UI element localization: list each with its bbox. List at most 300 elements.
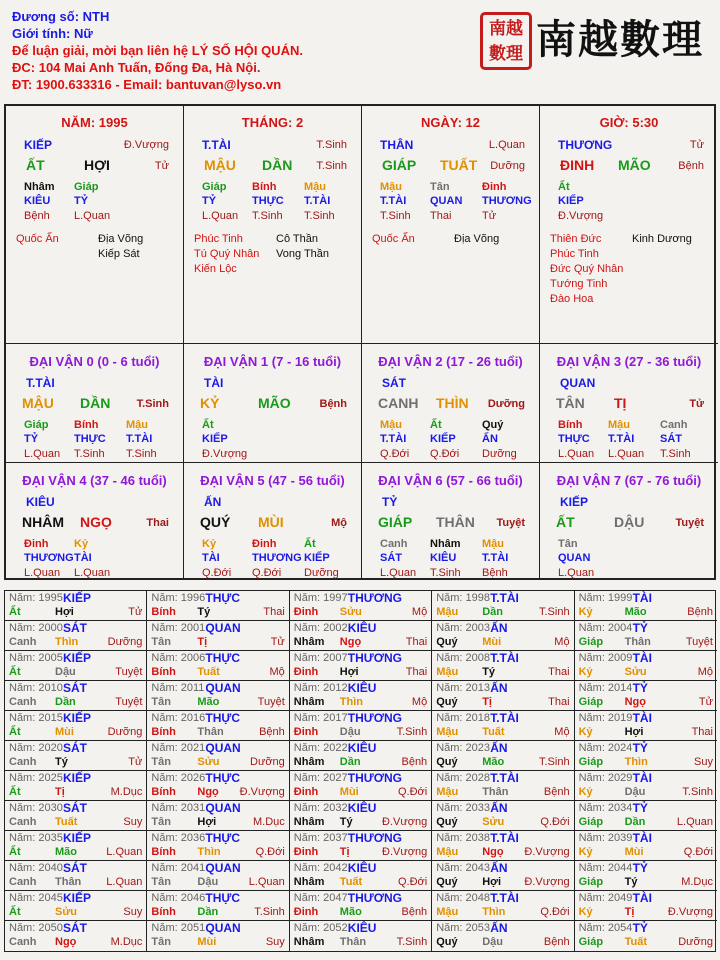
year-state: Đ.Vượng [524,846,570,858]
year-label: Năm: 2045 [9,892,63,904]
hidden-ten-god: THƯƠNG [24,552,74,564]
year-state: Bệnh [259,726,285,738]
year-ten-god: TÀI [632,891,652,905]
year-label: Năm: 2053 [436,922,490,934]
year-ten-god: TỶ [632,741,648,755]
year-branch: Tý [55,756,68,768]
year-state: M.Dục [681,876,713,888]
year-stem: Nhâm [293,756,325,768]
year-ten-god: KIÊU [347,921,377,935]
dai-van-stem: KỶ [200,395,220,411]
year-branch: Dậu [197,876,219,888]
year-stem: Tân [151,936,171,948]
year-state: T.Sinh [682,786,713,798]
dai-van-ten-god: ẤN [204,495,222,509]
year-branch: Mùi [482,636,502,648]
year-branch: Ngọ [197,786,219,798]
pillar-stem-state: Tử [689,139,704,151]
year-cell [432,621,574,651]
branch-state: Bệnh [678,160,704,172]
dai-van-cell [362,463,540,580]
year-branch: Sửu [339,606,362,618]
year-ten-god: ẤN [490,621,508,635]
year-ten-god: THỰC [205,831,241,845]
year-cell [432,771,574,801]
dai-van-ten-god: QUAN [560,376,596,390]
year-label: Năm: 2051 [151,922,206,934]
year-cell [575,591,717,621]
year-ten-god: ẤN [490,921,508,935]
year-ten-god: KIÊU [347,681,377,695]
pillar-stem-state: L.Quan [488,139,525,151]
year-ten-god: SÁT [63,861,87,875]
year-label: Năm: 2000 [9,622,63,634]
hidden-ten-god: THỰC [558,433,590,445]
year-cell [147,651,289,681]
dai-van-branch: THÂN [436,514,475,530]
year-branch: Ngọ [339,636,362,648]
year-label: Năm: 2035 [9,832,63,844]
year-label: Năm: 2047 [293,892,348,904]
year-ten-god: KIÊU [347,861,377,875]
hidden-state: Tử [482,210,497,222]
spirit-star: Địa Võng [454,233,500,245]
year-label: Năm: 2038 [436,832,490,844]
dai-van-ten-god: SÁT [382,376,406,390]
hidden-state: L.Quan [74,210,111,222]
year-state: T.Sinh [539,756,570,768]
pillar-cell [184,106,362,344]
year-stem: Bính [151,606,176,618]
hidden-stem: Nhâm [430,538,461,550]
hidden-state: Q.Đới [380,448,410,460]
dai-van-branch: DẬU [614,514,645,530]
year-ten-god: THỰC [205,771,241,785]
year-label: Năm: 2043 [436,862,490,874]
year-state: Mộ [411,606,428,618]
earthly-branch: MÃO [618,157,651,173]
hidden-ten-god: KIÊU [24,195,51,207]
hidden-stem: Giáp [202,181,227,193]
dai-van-ten-god: KIÊU [26,495,55,509]
year-state: Dưỡng [678,936,713,948]
year-ten-god: KIÊU [347,621,377,635]
spirit-star: Kiếp Sát [98,248,140,260]
year-stem: Ất [9,666,21,678]
year-ten-god: KIÊU [347,741,377,755]
year-ten-god: SÁT [63,741,87,755]
spirit-star: Vong Thần [276,248,330,260]
year-label: Năm: 2037 [293,832,348,844]
year-cell [147,711,289,741]
year-label: Năm: 2030 [9,802,63,814]
hidden-state: Dưỡng [304,567,339,579]
year-cell [5,621,147,651]
year-cell [147,621,289,651]
spirit-star: Tú Quý Nhân [194,248,260,260]
year-stem: Mậu [436,666,459,678]
year-branch: Tị [339,846,350,858]
year-ten-god: SÁT [63,921,87,935]
hidden-stem: Quý [482,419,504,431]
year-ten-god: THƯƠNG [347,771,402,785]
year-branch: Tuất [339,876,363,888]
year-branch: Mão [482,756,505,768]
year-state: Đ.Vượng [667,906,713,918]
year-ten-god: THỰC [205,711,241,725]
year-branch: Ngọ [624,696,646,708]
spirit-star: Kinh Dương [632,233,692,245]
year-cell [5,861,147,891]
year-state: T.Sinh [396,726,428,738]
year-stem: Kỷ [578,786,593,798]
year-branch: Mùi [624,846,644,858]
hidden-stem: Kỷ [74,538,89,550]
year-state: Đ.Vượng [382,846,428,858]
year-branch: Dần [55,696,76,708]
year-stem: Bính [151,846,176,858]
year-state: Thai [405,636,428,648]
year-ten-god: TÀI [632,591,652,605]
hidden-state: Đ.Vượng [558,210,604,222]
year-cell [5,771,147,801]
year-label: Năm: 2008 [436,652,490,664]
year-stem: Quý [436,876,458,888]
year-label: Năm: 2027 [293,772,348,784]
year-stem: Canh [9,816,37,828]
year-ten-god: SÁT [63,801,87,815]
hidden-state: Bệnh [482,567,508,579]
dai-van-branch: NGỌ [80,514,112,530]
hidden-stem: Đinh [252,538,277,550]
year-branch: Thìn [197,846,221,858]
hidden-stem: Giáp [74,181,99,193]
year-cell [575,741,717,771]
year-state: Tuyệt [257,696,285,708]
dai-van-title: ĐẠI VẬN 2 (17 - 26 tuổi) [378,354,523,369]
address-line: ĐC: 104 Mai Anh Tuấn, Đống Đa, Hà Nội. [12,60,261,75]
year-cell [290,921,432,951]
hidden-ten-god: TỶ [74,195,89,207]
year-cell [432,861,574,891]
year-branch: Tý [624,876,638,888]
year-state: Bệnh [401,756,428,768]
year-ten-god: ẤN [490,861,508,875]
year-state: Mộ [697,666,713,678]
dai-van-state: Mộ [331,517,347,529]
pillar-stem-state: Đ.Vượng [123,139,169,151]
year-stem: Đinh [293,606,319,618]
hidden-stem: Đinh [482,181,507,193]
year-label: Năm: 2006 [151,652,206,664]
year-label: Năm: 2020 [9,742,63,754]
year-ten-god: TỶ [632,681,648,695]
year-branch: Tuất [482,726,505,738]
hidden-stem: Tân [558,538,578,550]
year-ten-god: QUAN [205,861,241,875]
chart-header [12,8,303,93]
year-ten-god: QUAN [205,621,241,635]
hidden-ten-god: T.TÀI [304,195,331,207]
pillar-ten-god: THƯƠNG [558,138,613,152]
year-ten-god: THỰC [205,651,241,665]
earthly-branch: DẦN [262,157,293,173]
dai-van-title: ĐẠI VẬN 1 (7 - 16 tuổi) [203,354,342,369]
heavenly-stem: GIÁP [382,157,417,173]
hidden-state: L.Quan [558,567,595,579]
year-cell [575,621,717,651]
hidden-ten-god: TÀI [74,552,92,564]
year-cell [575,861,717,891]
hidden-state: T.Sinh [430,567,461,579]
year-branch: Tị [55,786,65,798]
year-cell [432,801,574,831]
year-label: Năm: 2004 [578,622,633,634]
year-label: Năm: 2026 [151,772,206,784]
year-stem: Kỷ [578,846,593,858]
year-ten-god: THƯƠNG [347,891,402,905]
year-state: L.Quan [248,876,285,888]
year-branch: Dần [197,906,219,918]
year-branch: Dậu [482,936,503,948]
hidden-state: L.Quan [608,448,645,460]
hidden-ten-god: T.TÀI [482,552,509,564]
year-ten-god: KIẾP [63,651,92,665]
year-cell [147,681,289,711]
year-ten-god: THƯƠNG [347,651,402,665]
year-stem: Tân [151,696,171,708]
year-ten-god: ẤN [490,801,508,815]
year-label: Năm: 2033 [436,802,490,814]
year-ten-god: KIẾP [63,591,92,605]
year-stem: Quý [436,816,458,828]
dai-van-stem: GIÁP [378,514,413,530]
year-branch: Dậu [55,666,76,678]
pillar-ten-god: T.TÀI [202,138,231,152]
year-branch: Thìn [339,696,364,708]
hidden-ten-god: KIÊU [430,552,457,564]
year-ten-god: THỰC [205,891,241,905]
hidden-stem: Canh [380,538,408,550]
year-branch: Mão [339,906,362,918]
year-branch: Thìn [624,756,648,768]
year-ten-god: SÁT [63,681,87,695]
year-stem: Bính [151,786,176,798]
dai-van-state: Tuyệt [675,517,704,529]
year-state: Bệnh [543,786,570,798]
year-label: Năm: 2054 [578,922,633,934]
year-stem: Giáp [578,876,604,888]
year-cell [147,891,289,921]
year-stem: Tân [151,876,171,888]
year-state: Dưỡng [107,726,143,738]
year-branch: Mùi [197,936,217,948]
year-ten-god: THƯƠNG [347,831,402,845]
year-ten-god: TỶ [632,801,648,815]
year-ten-god: ẤN [490,741,508,755]
year-label: Năm: 2022 [293,742,348,754]
dai-van-title: ĐẠI VẬN 7 (67 - 76 tuổi) [556,473,702,488]
year-state: Thai [691,726,713,738]
hidden-state: T.Sinh [660,448,691,460]
year-stem: Tân [151,756,171,768]
year-branch: Thân [482,786,509,798]
year-label: Năm: 1996 [151,592,206,604]
gender: Giới tính: Nữ [12,26,93,41]
hidden-state: Dưỡng [482,448,517,460]
year-ten-god: KIẾP [63,711,92,725]
year-branch: Tý [339,816,353,828]
year-cell [290,681,432,711]
year-label: Năm: 2012 [293,682,348,694]
year-state: Bệnh [401,906,428,918]
dai-van-title: ĐẠI VẬN 3 (27 - 36 tuổi) [556,354,702,369]
year-stem: Giáp [578,936,604,948]
hidden-stem: Canh [660,419,688,431]
hidden-stem: Nhâm [24,181,55,193]
year-state: Tử [128,756,143,768]
year-state: Đ.Vượng [239,786,285,798]
year-ten-god: QUAN [205,801,241,815]
year-branch: Tị [482,696,492,708]
year-stem: Giáp [578,696,604,708]
heavenly-stem: ẤT [26,157,45,173]
year-label: Năm: 2034 [578,802,633,814]
year-stem: Mậu [436,786,459,798]
year-state: Tuyệt [115,666,143,678]
dai-van-state: Bệnh [319,398,347,410]
hidden-ten-god: T.TÀI [608,433,635,445]
heavenly-stem: MẬU [204,157,236,173]
year-state: Thai [548,696,570,708]
dai-van-branch: TỊ [614,395,627,411]
year-state: Dưỡng [250,756,285,768]
year-label: Năm: 2050 [9,922,63,934]
hidden-stem: Ất [202,419,214,431]
hidden-state: Đ.Vượng [202,448,248,460]
year-cell [432,681,574,711]
year-branch: Thìn [482,906,506,918]
dai-van-cell [6,344,184,463]
red-seal-logo: 南越 數理 [480,12,532,70]
year-cell [575,921,717,951]
year-cell [290,771,432,801]
hidden-state: L.Quan [558,448,595,460]
hidden-ten-god: T.TÀI [126,433,153,445]
year-stem: Nhâm [293,876,325,888]
year-branch: Hợi [339,666,359,678]
year-cell [5,921,147,951]
year-stem: Giáp [578,816,604,828]
spirit-star: Kiến Lộc [194,263,237,275]
year-label: Năm: 2001 [151,622,206,634]
year-stem: Quý [436,936,458,948]
year-cell [432,921,574,951]
dai-van-branch: MÙI [258,514,284,530]
hidden-ten-god: QUAN [558,552,591,564]
year-state: Mộ [269,666,285,678]
year-branch: Dần [482,606,503,618]
year-ten-god: TỶ [632,861,648,875]
year-branch: Hợi [55,606,74,618]
year-cell [5,741,147,771]
hidden-ten-god: TỶ [202,195,217,207]
year-label: Năm: 2015 [9,712,63,724]
year-stem: Kỷ [578,606,593,618]
year-stem: Bính [151,726,176,738]
year-cell [290,591,432,621]
year-stem: Đinh [293,726,319,738]
year-state: Suy [123,906,143,918]
year-cell [575,681,717,711]
year-ten-god: TÀI [632,651,652,665]
year-stem: Ất [9,726,21,738]
year-branch: Tý [482,666,496,678]
dai-van-state: Tuyệt [496,517,525,529]
year-stem: Mậu [436,726,459,738]
branch-state: T.Sinh [316,160,347,172]
hidden-ten-god: THỰC [252,195,284,207]
year-branch: Dần [339,756,361,768]
year-state: Tử [128,606,143,618]
year-stem: Kỷ [578,666,593,678]
year-branch: Thân [197,726,224,738]
pillar-title: THÁNG: 2 [241,115,304,130]
hidden-stem: Mậu [482,538,504,550]
spirit-star: Tướng Tinh [550,278,608,290]
hidden-stem: Giáp [24,419,49,431]
dai-van-branch: DẦN [80,395,111,411]
year-cell [147,921,289,951]
year-label: Năm: 2024 [578,742,633,754]
hidden-stem: Tân [430,181,450,193]
hidden-state: L.Quan [24,448,61,460]
year-ten-god: TỶ [632,921,648,935]
year-branch: Hợi [482,876,502,888]
year-label: Năm: 2044 [578,862,633,874]
hidden-stem: Mậu [380,181,402,193]
hidden-ten-god: KIẾP [202,433,228,445]
year-ten-god: TÀI [632,711,652,725]
dai-van-cell [184,463,362,580]
hidden-state: Q.Đới [430,448,460,460]
year-stem: Nhâm [293,696,325,708]
year-stem: Ất [9,906,21,918]
dai-van-state: Tử [689,398,704,410]
spirit-star: Phúc Tinh [194,233,243,245]
spirit-star: Đức Quý Nhân [550,263,624,275]
year-ten-god: T.TÀI [490,831,519,845]
pillar-ten-god: THÂN [380,138,414,152]
year-state: Tuyệt [685,636,713,648]
year-label: Năm: 2017 [293,712,348,724]
year-stem: Tân [151,636,171,648]
year-branch: Tuất [55,816,78,828]
year-stem: Đinh [293,846,319,858]
yearly-luck-table [4,590,716,952]
dai-van-title: ĐẠI VẬN 5 (47 - 56 tuổi) [200,473,345,488]
dai-van-stem: ẤT [556,514,575,530]
pillar-title: NĂM: 1995 [61,115,128,130]
year-cell [432,591,574,621]
year-ten-god: T.TÀI [490,591,519,605]
year-cell [290,651,432,681]
hidden-stem: Mậu [304,181,326,193]
year-label: Năm: 2009 [578,652,633,664]
year-branch: Tý [197,606,211,618]
dai-van-ten-god: TÀI [204,376,224,390]
year-state: Đ.Vượng [382,816,428,828]
